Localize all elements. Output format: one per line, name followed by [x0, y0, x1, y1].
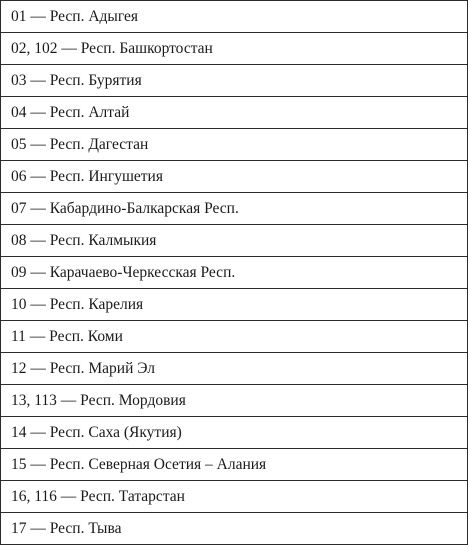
table-row [1, 65, 468, 97]
table-cell: 14 — Респ. Саха (Якутия) [1, 417, 468, 449]
table-row [1, 257, 468, 289]
table-cell: 05 — Респ. Дагестан [1, 129, 468, 161]
table-cell: 17 — Респ. Тыва [1, 513, 468, 545]
table-row [1, 33, 468, 65]
table-row [1, 289, 468, 321]
table-row [1, 193, 468, 225]
table-cell: 10 — Респ. Карелия [1, 289, 468, 321]
table-cell: 02, 102 — Респ. Башкортостан [1, 33, 468, 65]
table-row [1, 353, 468, 385]
table-cell: 13, 113 — Респ. Мордовия [1, 385, 468, 417]
table-row [1, 449, 468, 481]
table-cell: 16, 116 — Респ. Татарстан [1, 481, 468, 513]
table-row [1, 1, 468, 33]
table-cell: 15 — Респ. Северная Осетия – Алания [1, 449, 468, 481]
table-cell: 03 — Респ. Бурятия [1, 65, 468, 97]
table-cell: 04 — Респ. Алтай [1, 97, 468, 129]
table-cell: 06 — Респ. Ингушетия [1, 161, 468, 193]
table-cell: 12 — Респ. Марий Эл [1, 353, 468, 385]
table-cell: 11 — Респ. Коми [1, 321, 468, 353]
table-row [1, 129, 468, 161]
table-row [1, 321, 468, 353]
table-cell: 07 — Кабардино-Балкарская Респ. [1, 193, 468, 225]
table-cell: 01 — Респ. Адыгея [1, 1, 468, 33]
table-row [1, 225, 468, 257]
table-row [1, 417, 468, 449]
table-cell: 08 — Респ. Калмыкия [1, 225, 468, 257]
table-row [1, 161, 468, 193]
table-row [1, 481, 468, 513]
table-row [1, 385, 468, 417]
table-row [1, 97, 468, 129]
table-cell: 09 — Карачаево-Черкесская Респ. [1, 257, 468, 289]
table-row [1, 513, 468, 545]
